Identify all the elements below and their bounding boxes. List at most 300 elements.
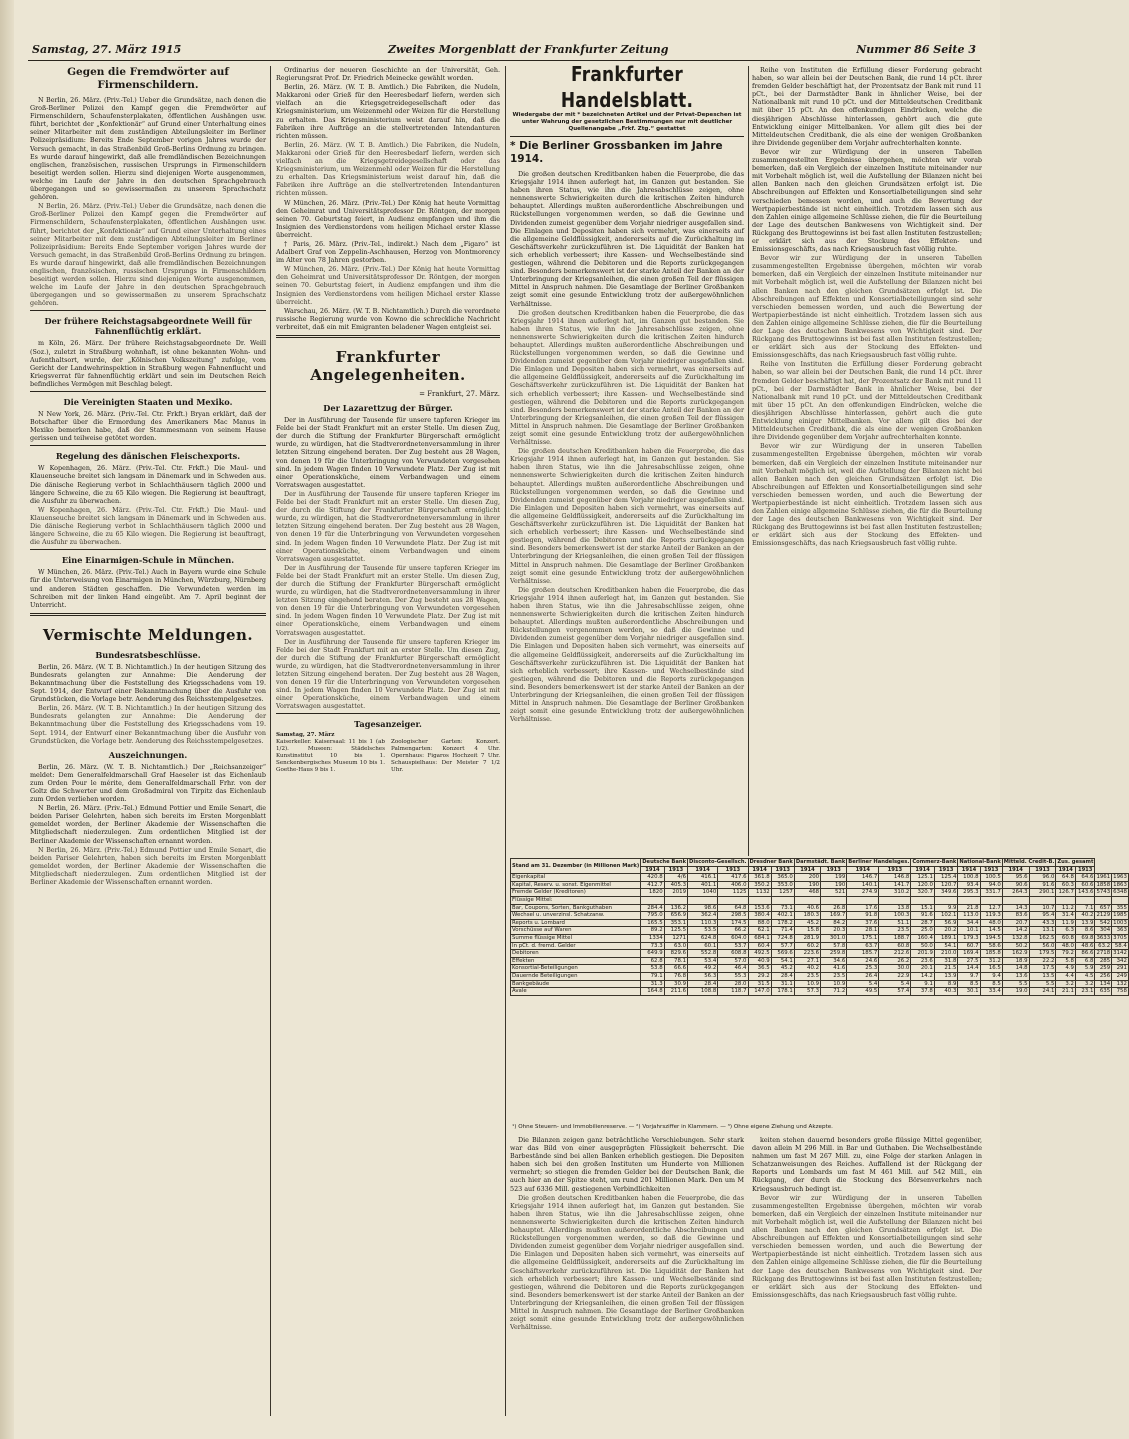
table-cell: 405.3 bbox=[664, 881, 687, 889]
row-label: Summe flüssige Mittel bbox=[511, 934, 641, 942]
table-cell: 63.7 bbox=[847, 942, 879, 950]
table-cell: 295.3 bbox=[958, 889, 980, 897]
table-cell: 93.4 bbox=[958, 881, 980, 889]
table-cell: 60.2 bbox=[794, 942, 820, 950]
table-cell: 164.8 bbox=[641, 988, 664, 996]
table-cell: 69.8 bbox=[1075, 934, 1095, 942]
table-cell: 1040 bbox=[688, 889, 718, 897]
table-cell: 15.8 bbox=[794, 927, 820, 935]
table-cell: 5.4 bbox=[847, 980, 879, 988]
row-label: Flüssige Mittel: bbox=[511, 896, 641, 904]
row-label: Vorschüsse auf Waren bbox=[511, 927, 641, 935]
table-cell: 125.5 bbox=[664, 927, 687, 935]
table-row bbox=[511, 988, 1129, 996]
table-cell: 63.0 bbox=[664, 942, 687, 950]
table-cell: 40.2 bbox=[794, 965, 820, 973]
table-cell: 10.7 bbox=[1029, 904, 1056, 912]
table-row bbox=[511, 934, 1129, 942]
year-column-header: 1914 bbox=[641, 866, 664, 874]
table-cell: 48.6 bbox=[1075, 942, 1095, 950]
table-cell: 259.8 bbox=[821, 950, 847, 958]
table-cell: 4/6 bbox=[664, 874, 687, 882]
table-cell: 6.3 bbox=[1056, 927, 1076, 935]
table-cell: 365.0 bbox=[771, 874, 794, 882]
table-cell: 146.8 bbox=[879, 874, 911, 882]
table-cell: 57.8 bbox=[821, 942, 847, 950]
table-cell: 23.5 bbox=[879, 927, 911, 935]
article-text: m Köln, 26. März. Der frühere Reichstagsabgeordnete Dr. Weill (Soz.), zuletzt in Straßburg wohnhaft, ist ohne bekannten Wohn- und Aufenthaltsort, wurde, der „Kölnischen Volkszeitung“ zufolge, vom Gericht der Landwehrinspektion in Straßburg wegen Fahnenflucht und Kriegsverrat für fahnenflüchtig erklärt und sein im Deutschen Reich befindliches Vermögen mit Beschlag belegt. bbox=[30, 339, 266, 388]
table-cell: 684.1 bbox=[748, 934, 771, 942]
table-cell: 5.8 bbox=[1056, 957, 1076, 965]
article-text: Der in Ausführung der Tausende für unsere tapferen Krieger im Felde bei der Stadt Frankfurt mit an erster Stelle. Um diesen Zug, der durch die Stiftung der Frankfurter Bürgerschaft ermöglicht wurde, zu würdigen, hat die Stadtverordnetenversammlung in ihrer letzten Sitzung eingehend beraten. Der Zug besteht aus 28 Wagen, von denen 19 für die Unterbringung von Verwundeten vorgesehen sind. In jedem Wagen finden 10 Verwundete Platz. Der Zug ist mit einer Operationsküche, einem Verbandwagen und einem Vorratswagen ausgestattet. bbox=[276, 563, 500, 637]
table-cell: 521 bbox=[821, 889, 847, 897]
tagesanzeiger-date: Samstag, 27. März bbox=[276, 732, 335, 739]
table-cell bbox=[821, 896, 847, 904]
table-row bbox=[511, 874, 1129, 882]
table-cell: 320.7 bbox=[911, 889, 935, 897]
article-subheading: Eine Einarmigen-Schule in München. bbox=[61, 555, 235, 566]
table-cell: 45.2 bbox=[771, 965, 794, 973]
table-cell: 90.6 bbox=[1002, 881, 1029, 889]
table-cell: 20.7 bbox=[1002, 919, 1029, 927]
table-cell bbox=[664, 896, 687, 904]
article-subheading: Tagesanzeiger. bbox=[354, 719, 422, 730]
table-cell: 16.5 bbox=[980, 965, 1002, 973]
bank-column-header: National-Bank bbox=[959, 859, 1001, 865]
table-cell: 4.9 bbox=[1056, 965, 1076, 973]
table-cell: 120.0 bbox=[911, 881, 935, 889]
table-cell bbox=[879, 896, 911, 904]
table-cell: 290.1 bbox=[1029, 889, 1056, 897]
table-cell: 1125 bbox=[718, 889, 748, 897]
table-cell: 13.6 bbox=[1002, 972, 1029, 980]
table-cell bbox=[1095, 896, 1112, 904]
table-cell: 12.7 bbox=[980, 904, 1002, 912]
table-cell: 134 bbox=[1095, 980, 1112, 988]
year-column-header: 1914 bbox=[911, 866, 935, 874]
table-cell: 3633 bbox=[1096, 934, 1111, 941]
table-cell bbox=[1075, 896, 1095, 904]
table-cell: 380.4 bbox=[748, 912, 771, 920]
table-cell: 95.4 bbox=[1029, 912, 1056, 920]
article-text: N Berlin, 26. März. (Priv.-Tel.) Edmund Pottier und Emile Senart, die beiden Pariser Gelehrten, haben sich bereits im Ersten Morgenblatt gemeldet worden, der Berliner Akademie der Wissenschaften die Mitgliedschaft niederzulegen. Zum ordentlichen Mitglied ist der Berliner Akademie der Wissenschaften ernannt worden. bbox=[30, 845, 266, 887]
article-text: W Kopenhagen, 26. März. (Priv.-Tel. Ctr. Frkft.) Die Maul- und Klauenseuche breitet sich langsam in Dänemark und in Schweden aus. Die dänische Regierung verbot in Schlachthäusern täglich 2000 und längere Schweine, die zu 65 Kilo wiegen. Die Regierung ist beauftragt, die Ausfuhr zu überwachen. bbox=[30, 464, 266, 505]
table-cell: 48.0 bbox=[980, 919, 1002, 927]
article-text: † Paris, 26. März. (Priv.-Tel., indirekt.) Nach dem „Figaro“ ist Adalbert Graf von Zeppelin-Aschhausen, Herzog von Montmorency im Alter von 78 Jahren gestorben. bbox=[276, 239, 500, 265]
table-cell: 264.3 bbox=[1002, 889, 1029, 897]
column-4 bbox=[752, 66, 982, 856]
table-cell: 31.3 bbox=[641, 980, 664, 988]
table-cell: 201.9 bbox=[911, 950, 935, 958]
table-cell: 829.6 bbox=[664, 950, 687, 958]
table-cell bbox=[748, 896, 771, 904]
table-cell: 2019 bbox=[664, 889, 687, 897]
article-text: W Kopenhagen, 26. März. (Priv.-Tel. Ctr. Frkft.) Die Maul- und Klauenseuche breitet sich langsam in Dänemark und in Schweden aus. Die dänische Regierung verbot in Schlachthäusern täglich 2000 und längere Schweine, die zu 65 Kilo wiegen. Die Regierung ist beauftragt, die Ausfuhr zu überwachen. bbox=[30, 505, 266, 547]
table-cell: 113.0 bbox=[958, 912, 980, 920]
table-cell: 174.5 bbox=[718, 919, 748, 927]
table-cell: 91.6 bbox=[1029, 881, 1056, 889]
table-cell: 14.5 bbox=[980, 927, 1002, 935]
table-cell: 17.6 bbox=[847, 904, 879, 912]
article-headline: * Die Berliner Grossbanken im Jahre 1914. bbox=[510, 140, 723, 165]
section-heading: Frankfurter Angelegenheiten. bbox=[310, 348, 466, 384]
bank-column-header: Mitteld. Credit-B. bbox=[1003, 859, 1055, 865]
table-cell: 50.0 bbox=[911, 942, 935, 950]
table-cell: 162.9 bbox=[1002, 950, 1029, 958]
page-binding bbox=[0, 0, 14, 1439]
table-cell: 298.5 bbox=[718, 912, 748, 920]
year-column-header: 1913 bbox=[664, 866, 687, 874]
table-cell: 33.4 bbox=[980, 988, 1002, 996]
table-cell: 178.2 bbox=[771, 919, 794, 927]
table-cell: 13.9 bbox=[1075, 919, 1095, 927]
table-row bbox=[511, 980, 1129, 988]
table-cell: 5.5 bbox=[1002, 980, 1029, 988]
article-text: keiten stehen dauernd besonders große flüssige Mittel gegenüber, davon allein M 296 Mill. in Bar und Guthaben. Die Wechselbestände nahmen um fast M 267 Mill. zu, eine Folge der starken Anlagen in Schatzanweisungen des Reiches. Auffallend ist der Rückgang der Reports und Lombards um fast M 461 Mill. auf 542 Mill., ein Rückgang, der durch die Stockung des Börsenverkehrs nach Kriegsausbruch bedingt ist. bbox=[752, 1136, 982, 1193]
table-cell: 34.6 bbox=[821, 957, 847, 965]
table-cell: 119.3 bbox=[980, 912, 1002, 920]
table-cell: 125.4 bbox=[934, 874, 958, 882]
bank-column-header: Disconto-Gesellsch. bbox=[689, 859, 747, 865]
year-column-header: 1913 bbox=[934, 866, 958, 874]
table-cell: 190 bbox=[794, 881, 820, 889]
table-cell: 40.2 bbox=[1075, 912, 1095, 920]
header-date: Samstag, 27. März 1915 bbox=[32, 43, 182, 56]
table-cell: 310.2 bbox=[879, 889, 911, 897]
table-cell: 60.8 bbox=[879, 942, 911, 950]
table-cell: 362.4 bbox=[688, 912, 718, 920]
table-row bbox=[511, 881, 1129, 889]
article-subheading: Auszeichnungen. bbox=[108, 749, 188, 760]
table-cell: 406.0 bbox=[718, 881, 748, 889]
header-paper-title: Zweites Morgenblatt der Frankfurter Zeitung bbox=[388, 43, 669, 56]
table-cell: 132 bbox=[1112, 980, 1129, 988]
table-cell: 56.3 bbox=[688, 972, 718, 980]
article-subheading: Der Lazarettzug der Bürger. bbox=[323, 403, 453, 414]
table-cell: 95.6 bbox=[1002, 874, 1029, 882]
article-text: Die großen deutschen Kreditbanken haben die Feuerprobe, die das Kriegsjahr 1914 ihnen auferlegt hat, im Ganzen gut bestanden. Sie haben ihren Status, wie ihn die Jahresabschlüsse zeigen, ohne nennenswerte Schwierigkeiten durch die kritischen Zeiten hindurch behauptet. Allerdings mußten außerordentliche Abschreibungen und Rückstellungen vorgenommen werden, so daß die Gewinne und Dividenden zumeist gegenüber dem Vorjahr niedriger ausgefallen sind. Die Einlagen und Depositen haben sich vermehrt, was einerseits auf die allgemeine Geldflüssigkeit, andererseits auf die Zurückhaltung im Geschäftsverkehr zurückzuführen ist. Die Liquidität der Banken hat sich erheblich verbessert; ihre Kassen- und Wechselbestände sind gestiegen, während die Debitoren und die Reports zurückgegangen sind. Besonders bemerkenswert ist der starke Anteil der Banken an der Unterbringung der Kriegsanleihen, die einen großen Teil der flüssigen Mittel in Anspruch nahmen. Die Gesamtlage der Berliner Großbanken zeigt somit eine gesunde Entwicklung trotz der außergewöhnlichen Verhältnisse. bbox=[510, 170, 744, 308]
table-cell: 30.1 bbox=[958, 988, 980, 996]
table-cell: 331.7 bbox=[980, 889, 1002, 897]
column-rule bbox=[505, 66, 506, 1416]
table-cell bbox=[688, 896, 718, 904]
article-text: W München, 26. März. (Priv.-Tel.) Auch in Bayern wurde eine Schule für die Unterweisung von Einarmigen in München, Würzburg, Nürnberg und anderen Städten geschaffen. Die Verwundeten werden im Schreiben mit der linken Hand eingeübt. Am 7. April beginnt der Unterricht. bbox=[30, 568, 266, 609]
table-row bbox=[511, 965, 1129, 973]
table-cell: 304 bbox=[1095, 927, 1112, 935]
year-column-header: 1914 bbox=[1002, 866, 1029, 874]
row-label: Avale bbox=[511, 988, 641, 996]
table-cell: 3.2 bbox=[1075, 980, 1095, 988]
table-cell: 132.8 bbox=[1002, 934, 1029, 942]
table-cell: 25.0 bbox=[911, 927, 935, 935]
table-cell: 50.2 bbox=[1002, 942, 1029, 950]
table-cell: 363 bbox=[1112, 927, 1129, 935]
table-row bbox=[511, 896, 1129, 904]
table-cell: 259 bbox=[1095, 965, 1112, 973]
article-text: Die großen deutschen Kreditbanken haben die Feuerprobe, die das Kriegsjahr 1914 ihnen auferlegt hat, im Ganzen gut bestanden. Sie haben ihren Status, wie ihn die Jahresabschlüsse zeigen, ohne nennenswerte Schwierigkeiten durch die kritischen Zeiten hindurch behauptet. Allerdings mußten außerordentliche Abschreibungen und Rückstellungen vorgenommen werden, so daß die Gewinne und Dividenden zumeist gegenüber dem Vorjahr niedriger ausgefallen sind. Die Einlagen und Depositen haben sich vermehrt, was einerseits auf die allgemeine Geldflüssigkeit, andererseits auf die Zurückhaltung im Geschäftsverkehr zurückzuführen ist. Die Liquidität der Banken hat sich erheblich verbessert; ihre Kassen- und Wechselbestände sind gestiegen, während die Debitoren und die Reports zurückgegangen sind. Besonders bemerkenswert ist der starke Anteil der Banken an der Unterbringung der Kriegsanleihen, die einen großen Teil der flüssigen Mittel in Anspruch nahmen. Die Gesamtlage der Berliner Großbanken zeigt somit eine gesunde Entwicklung trotz der außergewöhnlichen Verhältnisse. bbox=[510, 585, 744, 724]
article-text: Reihe von Instituten die Erfüllung dieser Forderung gebracht haben, so war allein bei der Deutschen Bank, die rund 14 pCt. ihrer fremden Gelder beschäftigt hat, der Prozentsatz der Bank mit rund 11 pCt., bei der Darmstädter Bank in ähnlicher Weise, bei der Nationalbank mit rund 10 pCt. und der Mitteldeutschen Creditbank mit über 15 pCt. An den offenkundigen Eindrücken, welche die diesjährigen Abschlüsse hinterlassen, gehört auch die gute Entwicklung einiger Mittelbanken. Vor allem gilt dies bei der Mitteldeutschen Creditbank, die als eine der wenigen Großbanken ihre Dividende gegenüber dem Vorjahr aufrechterhalten konnte. bbox=[752, 66, 982, 147]
table-cell: 212.6 bbox=[879, 950, 911, 958]
table-cell: 58.6 bbox=[980, 942, 1002, 950]
row-label: Reports u. Lombard bbox=[511, 919, 641, 927]
table-cell: 1863 bbox=[1113, 881, 1127, 888]
table-cell: 63.2 bbox=[1095, 942, 1112, 950]
row-label: Dauernde Beteiligungen bbox=[511, 972, 641, 980]
row-label: Kapital, Reserv. u. sonst. Eigenmittel bbox=[511, 881, 641, 889]
table-cell: 94.0 bbox=[980, 881, 1002, 889]
table-cell: 608.8 bbox=[718, 950, 748, 958]
table-cell: 53.8 bbox=[641, 965, 664, 973]
table-cell: 51.1 bbox=[879, 919, 911, 927]
table-cell: 31.2 bbox=[980, 957, 1002, 965]
table-cell: 5.9 bbox=[1075, 965, 1095, 973]
table-cell: 14.2 bbox=[1002, 927, 1029, 935]
article-text: Bevor wir zur Würdigung der in unseren Tabellen zusammengestellten Ergebnisse übergehen, möchten wir vorab bemerken, daß ein Vergleich der einzelnen Institute miteinander nur mit Vorbehalt möglich ist, weil die Aufstellung der Bilanzen nicht bei allen Banken nach den gleichen Grundsätzen erfolgt ist. Die Abschreibungen auf Effekten und Konsortialbeteiligungen sind sehr verschieden bemessen worden, und auch die Bewertung der Wertpapierbestände ist nicht einheitlich. Trotzdem lassen sich aus den Zahlen einige allgemeine Schlüsse ziehen, die für die Beurteilung der Lage des deutschen Bankwesens von Wichtigkeit sind. Der Rückgang des Bruttogewinns ist bei fast allen Instituten festzustellen; er erklärt sich aus der Stockung des Effekten- und Emissionsgeschäfts, das nach Kriegsausbruch fast völlig ruhte. bbox=[752, 147, 982, 254]
table-cell: 26.2 bbox=[879, 957, 911, 965]
year-column-header: 1913 bbox=[1075, 866, 1095, 874]
table-cell: 91.8 bbox=[847, 912, 879, 920]
table-cell: 13.9 bbox=[934, 972, 958, 980]
table-cell: 60.1 bbox=[688, 942, 718, 950]
table-cell: 53.4 bbox=[688, 957, 718, 965]
table-cell: 342 bbox=[1112, 957, 1129, 965]
row-label: Eigenkapital bbox=[511, 874, 641, 882]
table-cell bbox=[980, 896, 1002, 904]
table-cell: 57.0 bbox=[718, 957, 748, 965]
table-row bbox=[511, 889, 1129, 897]
table-cell: 37.6 bbox=[847, 919, 879, 927]
row-label: Bar, Coupons, Sorten, Bankguthaben bbox=[511, 904, 641, 912]
table-cell: 9.1 bbox=[911, 980, 935, 988]
dateline: = Frankfurt, 27. März. bbox=[419, 390, 500, 398]
table-cell: 14.2 bbox=[911, 972, 935, 980]
table-cell: 136.2 bbox=[664, 904, 687, 912]
table-cell: 20.1 bbox=[911, 965, 935, 973]
table-cell: 13.5 bbox=[1029, 972, 1056, 980]
table-row bbox=[511, 957, 1129, 965]
table-cell: 24.6 bbox=[847, 957, 879, 965]
table-cell: 11.2 bbox=[1056, 904, 1076, 912]
table-cell: 1334 bbox=[641, 934, 664, 942]
table-cell: 30.0 bbox=[879, 965, 911, 973]
table-cell: 211.6 bbox=[664, 988, 687, 996]
table-cell: 194.5 bbox=[980, 934, 1002, 942]
table-cell: 8.5 bbox=[980, 980, 1002, 988]
header-page-number: Nummer 86 Seite 3 bbox=[856, 43, 976, 56]
table-footnote: ¹) Ohne Steuern- und Immobilienreserve. — ²) Vorjahrsziffer in Klammern. — ³) Ohne eigene Ziehung und Akzepte. bbox=[512, 1124, 833, 1130]
table-cell: 9.9 bbox=[934, 904, 958, 912]
table-cell: 62.1 bbox=[748, 927, 771, 935]
table-corner-label: Stand am 31. Dezember (in Millionen Mark) bbox=[511, 859, 641, 874]
table-cell: 143.6 bbox=[1075, 889, 1095, 897]
table-cell: 98.6 bbox=[688, 904, 718, 912]
table-cell: 31.8 bbox=[934, 957, 958, 965]
year-column-header: 1914 bbox=[688, 866, 718, 874]
table-cell: 96.0 bbox=[1029, 874, 1056, 882]
table-cell: 120.7 bbox=[934, 881, 958, 889]
table-cell: 349.6 bbox=[934, 889, 958, 897]
table-cell: 76.8 bbox=[664, 972, 687, 980]
table-cell: 66.2 bbox=[718, 927, 748, 935]
table-cell: 30.9 bbox=[664, 980, 687, 988]
table-cell: 284.4 bbox=[641, 904, 664, 912]
article-text: Berlin, 26. März. (W. T. B. Nichtamtlich.) In der heutigen Sitzung des Bundesrats gelangten zur Annahme: Die Aenderung der Bekanntmachung über die Feststellung des Kriegsschadens vom 19. Sept. 1914, der Entwurf einer Bekanntmachung über die Ausfuhr von Grundstücken, die Vorlage betr. Aenderung des Reichsstempelgesetzes. bbox=[30, 704, 266, 745]
table-cell: 126.7 bbox=[1056, 889, 1076, 897]
table-cell: 13.1 bbox=[1029, 927, 1056, 935]
table-cell: 23.1 bbox=[1075, 988, 1095, 996]
table-cell: 5743 bbox=[1096, 889, 1111, 896]
table-cell: 60.8 bbox=[1056, 934, 1076, 942]
table-cell: 49.5 bbox=[847, 988, 879, 996]
table-cell: 185.8 bbox=[980, 950, 1002, 958]
table-cell: 14.4 bbox=[958, 965, 980, 973]
table-cell: 291 bbox=[1112, 965, 1129, 973]
table-cell: 624.8 bbox=[688, 934, 718, 942]
year-column-header: 1913 bbox=[718, 866, 748, 874]
table-cell: 108.8 bbox=[688, 988, 718, 996]
table-cell: 175.1 bbox=[847, 934, 879, 942]
table-cell: 29.2 bbox=[748, 972, 771, 980]
table-cell: 34.4 bbox=[958, 919, 980, 927]
article-text: Berlin, 26. März. (W. T. B. Nichtamtlich.) Der „Reichsanzeiger“ meldet: Dem Generalfeldmarschall Graf Haeseler ist das Eichenlaub zum Orden Pour le mérite, dem Generalfeldmarschall Frhr. von der Goltz die Schwerter und dem Großadmiral von Tirpitz das Eichenlaub zum Orden verliehen worden. bbox=[30, 762, 266, 804]
table-cell: 43.3 bbox=[1029, 919, 1056, 927]
bank-column-header: Deutsche Bank bbox=[642, 859, 687, 865]
table-cell: 153.6 bbox=[748, 904, 771, 912]
table-cell: 3142 bbox=[1113, 950, 1127, 957]
article-text: N Berlin, 26. März. (Priv.-Tel.) Edmund Pottier und Emile Senart, die beiden Pariser Gelehrten, haben sich bereits im Ersten Morgenblatt gemeldet worden, der Berliner Akademie der Wissenschaften die Mitgliedschaft niederzulegen. Zum ordentlichen Mitglied ist der Berliner Akademie der Wissenschaften ernannt worden. bbox=[30, 804, 266, 845]
year-column-header: 1913 bbox=[1029, 866, 1056, 874]
table-cell: 62.8 bbox=[641, 957, 664, 965]
table-cell: 45.2 bbox=[794, 919, 820, 927]
article-text: Der in Ausführung der Tausende für unsere tapferen Krieger im Felde bei der Stadt Frankfurt mit an erster Stelle. Um diesen Zug, der durch die Stiftung der Frankfurter Bürgerschaft ermöglicht wurde, zu würdigen, hat die Stadtverordnetenversammlung in ihrer letzten Sitzung eingehend beraten. Der Zug besteht aus 28 Wagen, von denen 19 für die Unterbringung von Verwundeten vorgesehen sind. In jedem Wagen finden 10 Verwundete Platz. Der Zug ist mit einer Operationsküche, einem Verbandwagen und einem Vorratswagen ausgestattet. bbox=[276, 489, 500, 563]
table-cell: 57.3 bbox=[794, 988, 820, 996]
table-cell: 492.5 bbox=[748, 950, 771, 958]
table-cell: 79.1 bbox=[641, 972, 664, 980]
article-text: Der in Ausführung der Tausende für unsere tapferen Krieger im Felde bei der Stadt Frankfurt mit an erster Stelle. Um diesen Zug, der durch die Stiftung der Frankfurter Bürgerschaft ermöglicht wurde, zu würdigen, hat die Stadtverordnetenversammlung in ihrer letzten Sitzung eingehend beraten. Der Zug besteht aus 28 Wagen, von denen 19 für die Unterbringung von Verwundeten vorgesehen sind. In jedem Wagen finden 10 Verwundete Platz. Der Zug ist mit einer Operationsküche, einem Verbandwagen und einem Vorratswagen ausgestattet. bbox=[276, 637, 500, 711]
page-header bbox=[28, 38, 980, 61]
table-cell: 14.3 bbox=[1002, 904, 1029, 912]
table-cell bbox=[771, 896, 794, 904]
article-text: W München, 26. März. (Priv.-Tel.) Der König hat heute Vormittag den Geheimrat und Universitätsprofessor Dr. Röntgen, der morgen seinen 70. Geburtstag feiert, in Audienz empfangen und ihm die Insignien des Verdienstordens vom heiligen Michael erster Klasse überreicht. bbox=[276, 198, 500, 239]
article-text: Die großen deutschen Kreditbanken haben die Feuerprobe, die das Kriegsjahr 1914 ihnen auferlegt hat, im Ganzen gut bestanden. Sie haben ihren Status, wie ihn die Jahresabschlüsse zeigen, ohne nennenswerte Schwierigkeiten durch die kritischen Zeiten hindurch behauptet. Allerdings mußten außerordentliche Abschreibungen und Rückstellungen vorgenommen werden, so daß die Gewinne und Dividenden zumeist gegenüber dem Vorjahr niedriger ausgefallen sind. Die Einlagen und Depositen haben sich vermehrt, was einerseits auf die allgemeine Geldflüssigkeit, andererseits auf die Zurückhaltung im Geschäftsverkehr zurückzuführen ist. Die Liquidität der Banken hat sich erheblich verbessert; ihre Kassen- und Wechselbestände sind gestiegen, während die Debitoren und die Reports zurückgegangen sind. Besonders bemerkenswert ist der starke Anteil der Banken an der Unterbringung der Kriegsanleihen, die einen großen Teil der flüssigen Mittel in Anspruch nahmen. Die Gesamtlage der Berliner Großbanken zeigt somit eine gesunde Entwicklung trotz der außergewöhnlichen Verhältnisse. bbox=[510, 1193, 744, 1332]
table-cell: 54.1 bbox=[771, 957, 794, 965]
table-row bbox=[511, 919, 1129, 927]
column-rule bbox=[270, 66, 271, 1416]
bank-column-header: Commerz-Bank bbox=[912, 859, 957, 865]
table-cell: 200 bbox=[794, 874, 820, 882]
table-cell: 26.4 bbox=[847, 972, 879, 980]
table-cell: 162.5 bbox=[1029, 934, 1056, 942]
article-text: Die großen deutschen Kreditbanken haben die Feuerprobe, die das Kriegsjahr 1914 ihnen auferlegt hat, im Ganzen gut bestanden. Sie haben ihren Status, wie ihn die Jahresabschlüsse zeigen, ohne nennenswerte Schwierigkeiten durch die kritischen Zeiten hindurch behauptet. Allerdings mußten außerordentliche Abschreibungen und Rückstellungen vorgenommen werden, so daß die Gewinne und Dividenden zumeist gegenüber dem Vorjahr niedriger ausgefallen sind. Die Einlagen und Depositen haben sich vermehrt, was einerseits auf die allgemeine Geldflüssigkeit, andererseits auf die Zurückhaltung im Geschäftsverkehr zurückzuführen ist. Die Liquidität der Banken hat sich erheblich verbessert; ihre Kassen- und Wechselbestände sind gestiegen, während die Debitoren und die Reports zurückgegangen sind. Besonders bemerkenswert ist der starke Anteil der Banken an der Unterbringung der Kriegsanleihen, die einen großen Teil der flüssigen Mittel in Anspruch nahmen. Die Gesamtlage der Berliner Großbanken zeigt somit eine gesunde Entwicklung trotz der außergewöhnlichen Verhältnisse. bbox=[510, 447, 744, 585]
table-cell: 8.5 bbox=[958, 980, 980, 988]
table-cell: 795.0 bbox=[641, 912, 664, 920]
table-cell: 118.7 bbox=[718, 988, 748, 996]
article-subheading: Der frühere Reichstagsabgeordnete Weill für Fahnenflüchtig erklärt. bbox=[44, 316, 252, 337]
table-cell: 23.6 bbox=[911, 957, 935, 965]
table-cell: 20.3 bbox=[821, 927, 847, 935]
tagesanzeiger-right: Zoologischer Garten: Konzert. Palmengarten: Konzert 4 Uhr. Opernhaus: Figaros Hochzeit 7 Uhr. Schauspielhaus: Der Meister 7 1/2 Uhr. bbox=[391, 739, 500, 774]
table-cell bbox=[1029, 896, 1056, 904]
table-cell: 66.6 bbox=[664, 965, 687, 973]
table-cell bbox=[1112, 896, 1129, 904]
table-cell: 28.7 bbox=[911, 919, 935, 927]
year-column-header: 1914 bbox=[794, 866, 820, 874]
table-cell: 25.3 bbox=[847, 965, 879, 973]
table-cell: 758 bbox=[1112, 988, 1129, 996]
table-cell: 5.4 bbox=[879, 980, 911, 988]
article-text: Der in Ausführung der Tausende für unsere tapferen Krieger im Felde bei der Stadt Frankfurt mit an erster Stelle. Um diesen Zug, der durch die Stiftung der Frankfurter Bürgerschaft ermöglicht wurde, zu würdigen, hat die Stadtverordnetenversammlung in ihrer letzten Sitzung eingehend beraten. Der Zug besteht aus 28 Wagen, von denen 19 für die Unterbringung von Verwundeten vorgesehen sind. In jedem Wagen finden 10 Verwundete Platz. Der Zug ist mit einer Operationsküche, einem Verbandwagen und einem Vorratswagen ausgestattet. bbox=[276, 416, 500, 489]
table-cell: 355 bbox=[1112, 904, 1129, 912]
table-cell: 10.9 bbox=[821, 980, 847, 988]
table-cell: 100.5 bbox=[980, 874, 1002, 882]
table-cell: 21.8 bbox=[958, 904, 980, 912]
article-text: Bevor wir zur Würdigung der in unseren Tabellen zusammengestellten Ergebnisse übergehen, möchten wir vorab bemerken, daß ein Vergleich der einzelnen Institute miteinander nur mit Vorbehalt möglich ist, weil die Aufstellung der Bilanzen nicht bei allen Banken nach den gleichen Grundsätzen erfolgt ist. Die Abschreibungen auf Effekten und Konsortialbeteiligungen sind sehr verschieden bemessen worden, und auch die Bewertung der Wertpapierbestände ist nicht einheitlich. Trotzdem lassen sich aus den Zahlen einige allgemeine Schlüsse ziehen, die für die Beurteilung der Lage des deutschen Bankwesens von Wichtigkeit sind. Der Rückgang des Bruttogewinns ist bei fast allen Instituten festzustellen; er erklärt sich aus der Stockung des Effekten- und Emissionsgeschäfts, das nach Kriegsausbruch fast völlig ruhte. bbox=[752, 1193, 982, 1299]
column-3 bbox=[510, 62, 744, 856]
table-cell: 281.9 bbox=[794, 934, 820, 942]
table-cell: 7.1 bbox=[1075, 904, 1095, 912]
year-column-header: 1913 bbox=[771, 866, 794, 874]
table-cell: 1858 bbox=[1096, 881, 1111, 888]
table-cell: 190 bbox=[821, 881, 847, 889]
table-cell: 19.0 bbox=[1002, 988, 1029, 996]
article-text: N New York, 26. März. (Priv.-Tel. Ctr. Frkft.) Bryan erklärt, daß der Botschafter über die Ermordung des Amerikaners Mac Manus in Mexiko bemerken habe, daß der Stammesmann von seinem Hause gerissen und teilweise getötet worden. bbox=[30, 410, 266, 443]
table-cell: 249 bbox=[1112, 972, 1129, 980]
table-cell: 73.3 bbox=[641, 942, 664, 950]
table-cell: 57.4 bbox=[879, 988, 911, 996]
table-cell: 60.3 bbox=[1056, 881, 1076, 889]
table-cell bbox=[641, 896, 664, 904]
row-label: Wechsel u. unverzinsl. Schatzanw. bbox=[511, 912, 641, 920]
table-cell: 23.5 bbox=[821, 972, 847, 980]
table-cell: 1985 bbox=[1113, 912, 1127, 919]
table-cell: 223.6 bbox=[794, 950, 820, 958]
table-cell: 185.7 bbox=[847, 950, 879, 958]
article-subheading: Die Vereinigten Staaten und Mexiko. bbox=[63, 397, 233, 407]
table-cell: 8.9 bbox=[934, 980, 958, 988]
table-cell: 210.0 bbox=[934, 950, 958, 958]
table-cell: 53.5 bbox=[688, 927, 718, 935]
table-cell: 15.1 bbox=[911, 904, 935, 912]
table-cell: 552.8 bbox=[688, 950, 718, 958]
article-continuation-right bbox=[752, 1136, 982, 1416]
section-heading: Vermischte Meldungen. bbox=[42, 625, 254, 644]
row-label: Debitoren bbox=[511, 950, 641, 958]
table-cell: 64.6 bbox=[1075, 874, 1095, 882]
table-cell: 468 bbox=[794, 889, 820, 897]
table-cell: 1963 bbox=[1113, 874, 1127, 881]
table-cell: 18.9 bbox=[1002, 957, 1029, 965]
article-text: Bevor wir zur Würdigung der in unseren Tabellen zusammengestellten Ergebnisse übergehen, möchten wir vorab bemerken, daß ein Vergleich der einzelnen Institute miteinander nur mit Vorbehalt möglich ist, weil die Aufstellung der Bilanzen nicht bei allen Banken nach den gleichen Grundsätzen erfolgt ist. Die Abschreibungen auf Effekten und Konsortialbeteiligungen sind sehr verschieden bemessen worden, und auch die Bewertung der Wertpapierbestände ist nicht einheitlich. Trotzdem lassen sich aus den Zahlen einige allgemeine Schlüsse ziehen, die für die Beurteilung der Lage des deutschen Bankwesens von Wichtigkeit sind. Der Rückgang des Bruttogewinns ist bei fast allen Instituten festzustellen; er erklärt sich aus der Stockung des Effekten- und Emissionsgeschäfts, das nach Kriegsausbruch fast völlig ruhte. bbox=[752, 442, 982, 548]
table-cell: 31.4 bbox=[1056, 912, 1076, 920]
table-cell: 10.1 bbox=[958, 927, 980, 935]
table-cell: 656.9 bbox=[664, 912, 687, 920]
table-cell: 20.2 bbox=[934, 927, 958, 935]
table-cell: 657 bbox=[1095, 904, 1112, 912]
table-cell: 46.4 bbox=[718, 965, 748, 973]
table-cell: 57.7 bbox=[771, 942, 794, 950]
bank-column-header: Zus. gesamt bbox=[1057, 859, 1094, 865]
table-cell: 100.8 bbox=[958, 874, 980, 882]
row-label: Bankgebäude bbox=[511, 980, 641, 988]
year-column-header: 1914 bbox=[748, 866, 771, 874]
table-cell: 9.4 bbox=[980, 972, 1002, 980]
table-cell: 420.8 bbox=[641, 874, 664, 882]
table-cell: 160.4 bbox=[911, 934, 935, 942]
table-cell: 21.1 bbox=[1056, 988, 1076, 996]
year-column-header: 1914 bbox=[1056, 866, 1076, 874]
year-column-header: 1914 bbox=[847, 866, 879, 874]
table-cell: 635 bbox=[1095, 988, 1112, 996]
